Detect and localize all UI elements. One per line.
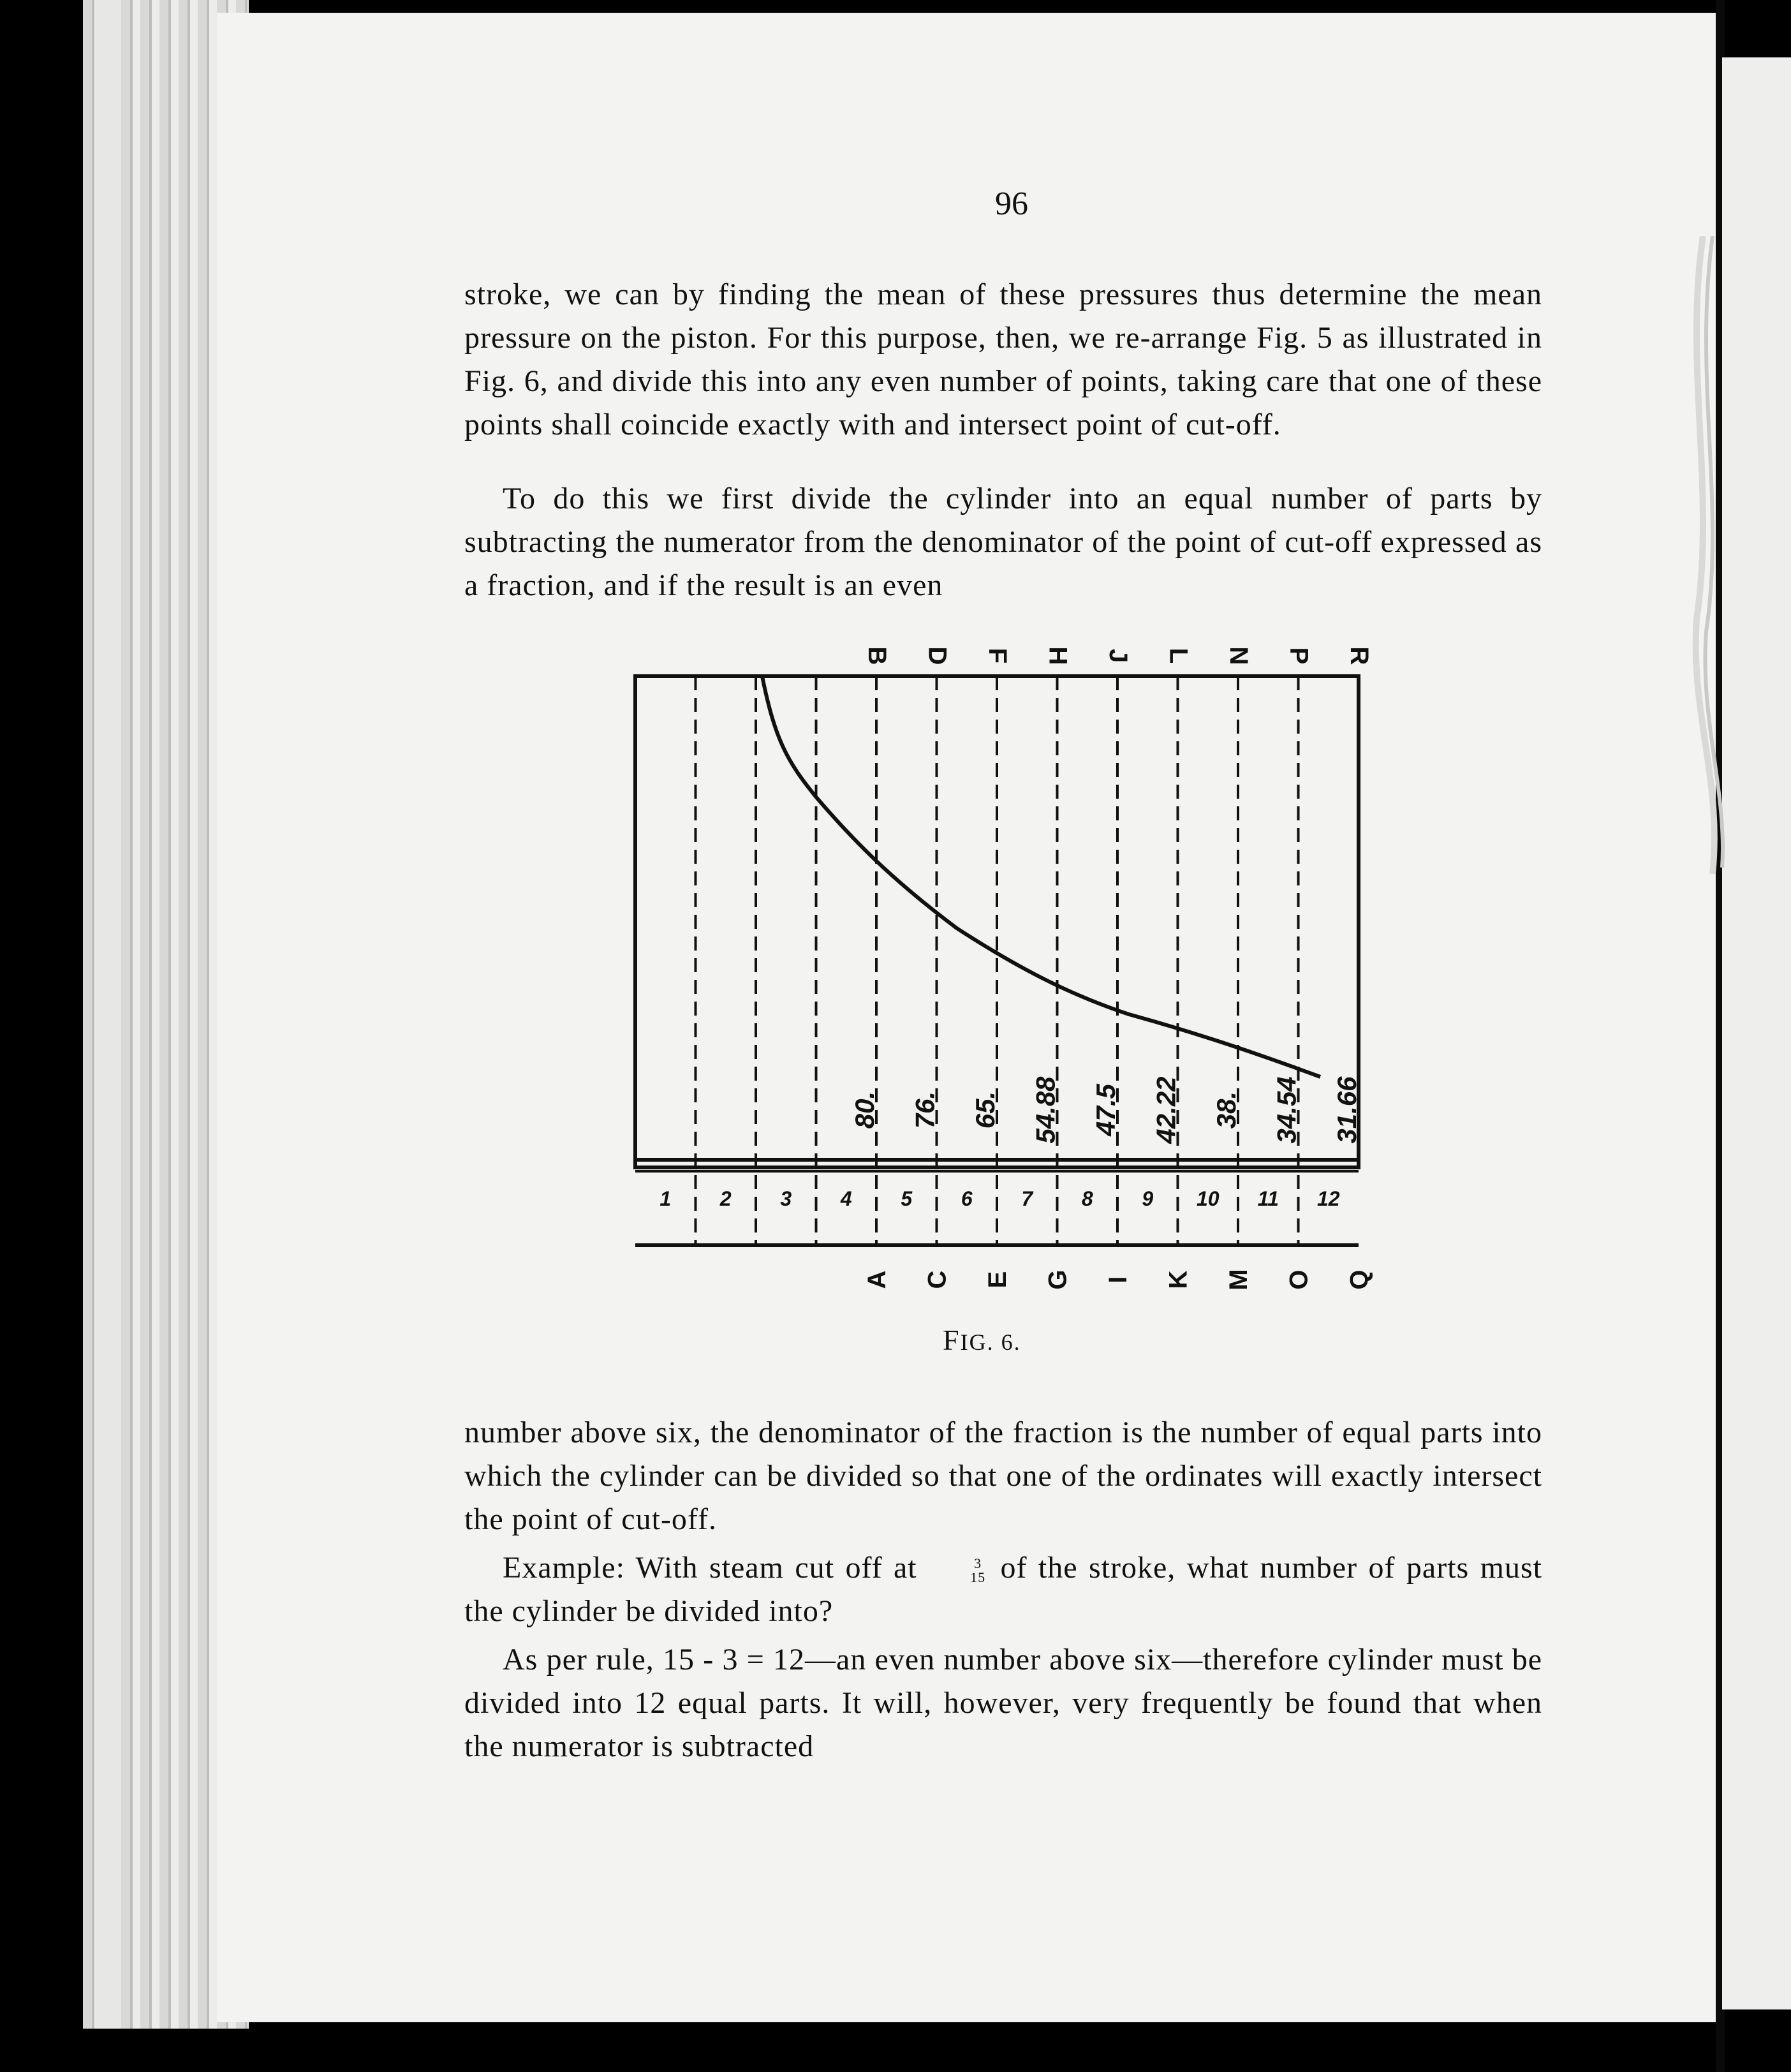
pressure-value: 54.88 — [1030, 1076, 1061, 1144]
caption-rest: IG. 6. — [960, 1329, 1021, 1355]
part-number: 8 — [1081, 1187, 1093, 1210]
pressure-value: 34.54 — [1271, 1076, 1302, 1144]
example-text-before: Example: With steam cut off at — [503, 1551, 917, 1585]
top-letter: N — [1225, 646, 1253, 665]
top-letter: J — [1104, 648, 1132, 663]
top-letter: L — [1164, 648, 1193, 664]
part-number: 4 — [840, 1187, 852, 1210]
fraction-numerator: 3 — [974, 1555, 982, 1571]
part-number: 3 — [780, 1187, 792, 1210]
pressure-value: 38. — [1211, 1091, 1241, 1129]
paragraph-2: To do this we first divide the cylinder into an equal number of parts by subtracting the numerator from the denominator of the point of cut-off expressed as a fraction, and if the result is an even — [464, 482, 1542, 602]
top-letter: F — [984, 648, 1012, 664]
pressure-value: 42.22 — [1151, 1076, 1181, 1144]
paragraph-1: stroke, we can by finding the mean of these pressures thus determine the mean pressure on the piston. For this purpose, then, we re-arrange Fig. 5 as illustrated in Fig. 6, and divide this into any even number of points, taking care that one of these points shall coincide exactly with and intersect point of cut-off. — [464, 278, 1542, 441]
bottom-letter: E — [984, 1271, 1012, 1289]
pressure-value: 65. — [970, 1091, 1000, 1129]
top-letter: B — [863, 646, 891, 665]
part-number: 12 — [1316, 1187, 1340, 1210]
pressure-value: 31.66 — [1332, 1076, 1362, 1144]
pressure-value: 47.5 — [1091, 1084, 1121, 1136]
bottom-letter: A — [863, 1270, 891, 1289]
indicator-diagram — [625, 638, 1390, 1314]
example-text-after: of the stroke, what number of parts must the cylinder be divided into? — [464, 1551, 1543, 1628]
part-number: 5 — [901, 1187, 913, 1210]
bottom-letter: G — [1043, 1269, 1072, 1290]
bottom-letter: Q — [1345, 1269, 1373, 1290]
top-letter: H — [1043, 646, 1072, 665]
bookmark-ribbon — [1677, 236, 1728, 874]
bottom-letter: K — [1164, 1270, 1193, 1289]
part-number: 9 — [1142, 1187, 1154, 1210]
paragraph-3: number above six, the denominator of the fraction is the number of equal parts into which the cylinder can be divided so that one of the ordinates will exactly intersect the point of cut-off. — [464, 1416, 1542, 1536]
expansion-curve — [762, 676, 1320, 1077]
part-number: 1 — [660, 1187, 672, 1210]
bottom-letter: O — [1285, 1269, 1313, 1290]
part-number: 10 — [1196, 1187, 1220, 1210]
page-number: 96 — [995, 186, 1028, 222]
facing-page-edge — [1722, 57, 1791, 2009]
part-number: 11 — [1257, 1187, 1279, 1210]
paragraph-5: As per rule, 15 - 3 = 12—an even number above six—therefore cylinder must be divided into 12 equal parts. It will, however, very frequently be found that when the numerator is subtracted — [464, 1643, 1542, 1763]
bottom-letter: M — [1225, 1269, 1253, 1291]
binding — [96, 0, 121, 2029]
figure-6 — [625, 638, 1390, 1314]
caption-prefix: F — [943, 1324, 961, 1356]
part-number: 6 — [961, 1187, 973, 1210]
part-number: 7 — [1021, 1187, 1033, 1210]
part-number: 2 — [719, 1187, 732, 1210]
bottom-letter: I — [1104, 1276, 1132, 1284]
pressure-value: 80. — [850, 1091, 880, 1129]
fraction — [932, 1557, 985, 1585]
paragraph-4 — [464, 1546, 1542, 1633]
bottom-letter: C — [923, 1270, 952, 1289]
fraction-denominator: 15 — [970, 1569, 986, 1585]
figure-caption — [943, 1323, 1021, 1357]
top-letter: P — [1285, 647, 1313, 665]
top-letter: D — [923, 646, 952, 665]
top-letter: R — [1345, 646, 1373, 665]
pressure-value: 76. — [910, 1091, 940, 1129]
